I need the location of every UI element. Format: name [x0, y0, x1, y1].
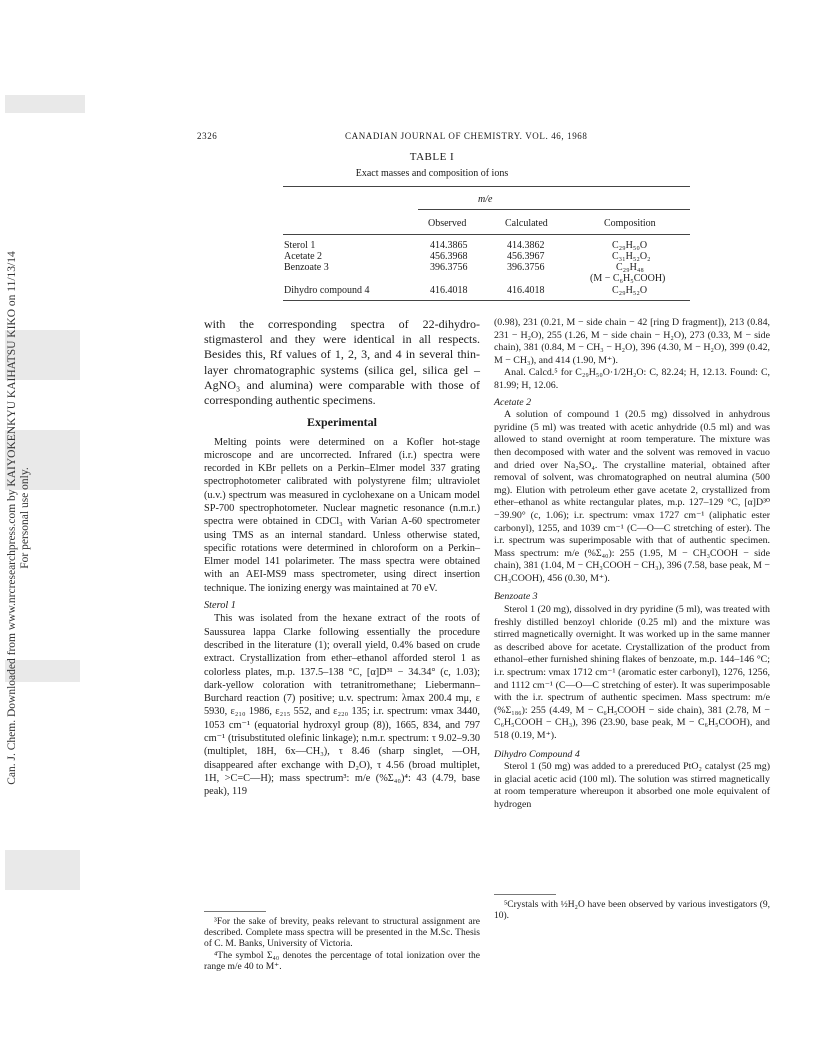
observed-value: 416.4018: [430, 285, 468, 296]
composition-value: C₂₉H₄₈: [616, 262, 644, 273]
scan-smudge: [5, 95, 85, 113]
table-group-header: m/e: [478, 194, 493, 205]
composition-note: (M − C₆H₅COOH): [590, 273, 666, 284]
footnote-rule: [494, 894, 556, 895]
experimental-heading: Experimental: [307, 415, 377, 430]
calculated-value: 456.3967: [507, 251, 545, 262]
row-label: Benzoate 3: [284, 262, 329, 273]
table-header-rule: [283, 234, 690, 235]
observed-value: 456.3968: [430, 251, 468, 262]
benzoate-paragraph: Sterol 1 (20 mg), dissolved in dry pyridine (5 ml), was treated with freshly distilled benzoyl chloride (0.25 ml) and the mixture was stirred magnetically overnight. It was worked up in the same manner as described above for acetate. Crystallization of the product from ethanol–ether furnished shining flakes of benzoate, m.p. 144–146 °C; i.r. spectrum: νmax 1712 cm⁻¹ (aromatic ester carbonyl), 1276, 1256, and 1112 cm⁻¹ (C—O—C stretching of ester). It was superimposable with the i.r. spectrum of authentic specimen. Mass spectrum: m/e (%Σ₁₈₆): 255 (4.49, M − C₆H₅COOH − side chain), 381 (2.78, M − C₆H₅COOH − CH₃), 396 (23.90, base peak, M − C₆H₅COOH), and 518 (0.19, M⁺).: [494, 604, 770, 741]
row-label: Acetate 2: [284, 251, 323, 262]
journal-title: CANADIAN JOURNAL OF CHEMISTRY. VOL. 46, 1968: [345, 131, 588, 141]
left-footnotes: [204, 917, 480, 973]
col-header-composition: Composition: [604, 218, 656, 229]
analysis-paragraph: Anal. Calcd.⁵ for C₂₉H₅₀O·1/2H₂O: C, 82.24; H, 12.13. Found: C, 81.99; H, 12.06.: [494, 367, 770, 391]
table-title: TABLE I: [409, 151, 455, 163]
methods-paragraph: Melting points were determined on a Kofler hot-stage microscope and are uncorrected. Infrared (i.r.) spectra were recorded in KBr pellets on a Perkin–Elmer model 337 grating spectrophotometer calibrated with polystyrene film; ultraviolet (u.v.) spectrum was measured in cyclohexane on a Unicam model SP-700 spectrophotometer. Nuclear magnetic resonance (n.m.r.) spectra were obtained in CDCl₃ with Varian A-60 spectrometer using TMS as an internal standard. Unless otherwise stated, specific rotations were determined in chloroform on a Perkin–Elmer model 141 polarimeter. The mass spectra were obtained with an AEI-MS9 mass spectrometer, using direct insertion technique. The ionizing energy was maintained at 70 eV.: [204, 436, 480, 594]
download-note-line: Can. J. Chem. Downloaded from www.nrcresearchpress.com by KAIYOKENKYU KAIHATSU KIKO on 11/13/14: [6, 251, 18, 785]
calculated-value: 414.3862: [507, 240, 545, 251]
footnote-5: ⁵Crystals with ½H₂O have been observed by various investigators (9, 10).: [494, 900, 770, 922]
scan-smudge: [5, 850, 80, 890]
composition-value: C₂₉H₅₀O: [612, 240, 648, 251]
sterol-heading: Sterol 1: [204, 600, 236, 612]
footnote-3: ³For the sake of brevity, peaks relevant to structural assignment are described. Complete mass spectra will be presented in the M.Sc. Thesis of C. M. Banks, University of Victoria.: [204, 917, 480, 950]
table-caption: Exact masses and composition of ions: [355, 168, 509, 179]
download-watermark: [0, 215, 39, 825]
personal-use-line: For personal use only.: [19, 467, 31, 569]
row-label: Sterol 1: [284, 240, 316, 251]
composition-value: C₃₁H₅₂O₂: [612, 251, 651, 262]
observed-value: 414.3865: [430, 240, 468, 251]
col-header-observed: Observed: [428, 218, 467, 229]
page-number: 2326: [197, 131, 218, 141]
right-column: [494, 317, 770, 812]
footnote-rule: [204, 911, 266, 912]
calculated-value: 396.3756: [507, 262, 545, 273]
benzoate-heading: Benzoate 3: [494, 591, 538, 603]
table-top-rule: [283, 186, 690, 187]
footnote-4: ⁴The symbol Σ₄₀ denotes the percentage of total ionization over the range m/e 40 to M⁺.: [204, 950, 480, 972]
intro-paragraph: with the corresponding spectra of 22-dihydro-stigmasterol and they were identical in all respects. Besides this, Rf values of 1, 2, 3, and 4 in several thin-layer chromatographic systems (silica gel, silica gel – AgNO₃ and alumina) were comparable with those of corresponding authentic specimens.: [204, 317, 480, 408]
observed-value: 396.3756: [430, 262, 468, 273]
dihydro-paragraph: Sterol 1 (50 mg) was added to a prereduced PtO₂ catalyst (25 mg) in glacial acetic acid (100 ml). The solution was stirred magnetically at room temperature whereupon it absorbed one mole equivalent of hydrogen: [494, 761, 770, 810]
left-column: [204, 317, 480, 799]
acetate-paragraph: A solution of compound 1 (20.5 mg) dissolved in anhydrous pyridine (5 ml) was treated with acetic anhydride (0.5 ml) and was allowed to stand overnight at room temperature. The mixture was then decomposed with water and the solvent was removed in vacuo and dried over Na₂SO₄. The crystalline material, obtained after removal of solvent, was chromatographed on neutral alumina (500 mg). Elution with petroleum ether gave acetate 2, crystallized from ether–ethanol as white rectangular plates, m.p. 127–129 °C, [α]D³⁰ −39.90° (c, 1.06); i.r. spectrum: νmax 1727 cm⁻¹ (aliphatic ester carbonyl), 1255, and 1039 cm⁻¹ (C—O—C stretching of ester). The i.r. spectrum was superimposable with that of authentic specimen. Mass spectrum: m/e (%Σ₄₀): 255 (1.95, M − CH₃COOH − side chain), 381 (1.04, M − CH₃COOH − CH₃), 396 (7.58, base peak, M − CH₃COOH), 456 (0.30, M⁺).: [494, 409, 770, 584]
mass-spectrum-continuation: (0.98), 231 (0.21, M − side chain − 42 [ring D fragment]), 213 (0.84, 231 − H₂O), 255 (1.26, M − side chain − H₂O), 273 (0.33, M − side chain), 381 (0.84, M − CH₃ − H₂O), 396 (4.30, M − H₂O), 399 (0.42, M − CH₃), and 414 (1.90, M⁺).: [494, 317, 770, 366]
dihydro-heading: Dihydro Compound 4: [494, 748, 580, 760]
row-label: Dihydro compound 4: [284, 285, 370, 296]
sterol-paragraph: This was isolated from the hexane extract of the roots of Saussurea lappa Clarke following essentially the procedure described in the literature (1); overall yield, 0.4% based on crude extract. Crystallization from ether–ethanol afforded sterol 1 as colorless plates, m.p. 137.5–138 °C, [α]D³¹ − 34.34° (c, 1.03); dark-yellow coloration with tetranitromethane; Liebermann–Burchard reaction (7) positive; u.v. spectrum: λmax 200.4 mμ, ε 5930, ε₂₁₀ 1986, ε₂₁₅ 552, and ε₂₂₀ 135; i.r. spectrum: νmax 3440, 1053 cm⁻¹ (equatorial hydroxyl group (8)), 1665, 834, and 797 cm⁻¹ (trisubstituted olefinic linkage); n.m.r. spectrum: τ 9.02–9.30 (multiplet, 18H, 6x—CH₃), τ 8.46 (sharp singlet, —OH, disappeared after exchange with D₂O), τ 4.56 (broad multiplet, 1H, >C=C—H); mass spectrum³: m/e (%Σ₄₀)⁴: 43 (4.79, base peak), 119: [204, 613, 480, 798]
composition-value: C₂₉H₅₂O: [612, 285, 648, 296]
table-bottom-rule: [283, 300, 690, 301]
right-footnotes: [494, 900, 770, 922]
col-header-calculated: Calculated: [505, 218, 548, 229]
acetate-heading: Acetate 2: [494, 396, 532, 408]
table-group-rule: [418, 209, 690, 210]
calculated-value: 416.4018: [507, 285, 545, 296]
